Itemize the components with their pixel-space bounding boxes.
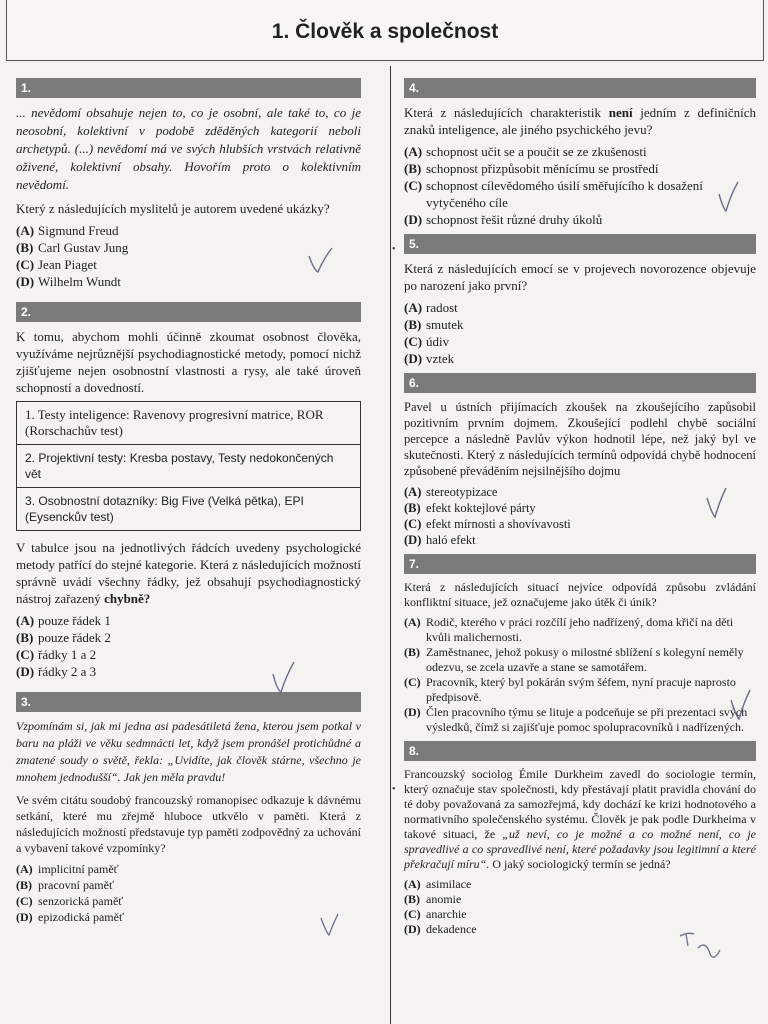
option-text: anomie: [426, 892, 462, 906]
option-b[interactable]: [404, 160, 756, 177]
right-column: [404, 78, 756, 943]
column-divider: [390, 66, 391, 1024]
option-b[interactable]: [404, 500, 756, 516]
option-label: (B): [16, 240, 34, 255]
option-a[interactable]: [404, 299, 756, 316]
option-d[interactable]: [404, 211, 756, 228]
option-d[interactable]: [16, 273, 361, 290]
option-b[interactable]: [16, 629, 361, 646]
question-text: Ve svém citátu soudobý francouzský romanopisec odkazuje k dávnému setkání, které mu zřejmě hluboce utkvělo v paměti. Která z následujících možností představuje typ paměti zodpovědný za uchování a vybavení takové vzpomínky?: [16, 793, 361, 855]
question-text: Která z následujících situací nejvíce odpovídá způsobu zvládání konfliktní situace, jež označujeme jako útěk či únik?: [404, 580, 756, 609]
methods-table: [16, 401, 361, 531]
option-b[interactable]: [404, 645, 756, 675]
option-list: [16, 612, 361, 680]
quoted-passage: Vzpomínám si, jak mi jedna asi padesátiletá žena, kterou jsem potkal v baru na pláži ve věku sedmnácti let, když jsem pronášel protichůdné a zmatené soudy o světě, řekla: „Uvidíte, jak člověk stárne, všechno je mnohem jednodušší“. Jak jen měla pravdu!: [16, 719, 361, 784]
question-text-start: Francouzský sociolog Émile Durkheim zavedl do sociologie termín, který označuje stav společnosti, kdy přestávají platit pravidla chování do té doby považovaná za samozřejmá, kdy dochází ke krizi hodnotového a normativního společenského systému. Člověk je pak podle Durkheima v takové situaci, že: [404, 767, 756, 841]
bullet-dot: •: [392, 244, 396, 255]
question-4: [404, 78, 756, 228]
question-1: [16, 78, 361, 290]
option-text: haló efekt: [426, 533, 476, 547]
option-text: údiv: [426, 334, 450, 349]
option-label: (B): [16, 630, 34, 645]
option-label: (D): [16, 664, 35, 679]
question-text: Pavel u ústních přijímacích zkoušek na zkoušejícího zapůsobil pozitivním prvním dojmem. Zkoušející podlehl chybě sociální percepce a následně Pavlův výkon hodnotil lépe, než jaký byl ve skutečnosti. Který z následujících termínů odpovídá chybě hodnocení způsobené převáděním nejsilnějšího dojmu: [404, 400, 756, 478]
title-frame: [6, 0, 764, 61]
bullet-dot: •: [392, 784, 396, 795]
option-text: epizodická paměť: [38, 910, 125, 924]
question-number-bar: 1.: [16, 78, 361, 98]
option-text: senzorická paměť: [38, 894, 124, 908]
option-text: Wilhelm Wundt: [38, 274, 121, 289]
question-number-bar: 6.: [404, 373, 756, 393]
option-label: (B): [404, 161, 422, 176]
question-number-bar: 7.: [404, 554, 756, 574]
option-label: (C): [16, 894, 33, 908]
option-label: (B): [404, 317, 422, 332]
option-b[interactable]: [404, 316, 756, 333]
quoted-passage: ... nevědomí obsahuje nejen to, co je osobní, ale také to, co je neosobní, kolektivní v podobě zděděných kategorií neboli archetypů. (...) nevědomí má ve svých hlubších vrstvách relativně oživené, kolektivní obsahy. Hovořím proto o kolektivním nevědomí.: [16, 105, 361, 192]
option-text: řádky 1 a 2: [38, 647, 97, 662]
option-label: (C): [404, 675, 421, 689]
option-d[interactable]: [404, 705, 756, 735]
question-text: [404, 104, 756, 138]
option-text: schopnost cílevědomého úsilí směřujícího k dosažení vytyčeného cíle: [426, 178, 703, 210]
option-label: (A): [16, 613, 35, 628]
option-label: (A): [404, 300, 423, 315]
option-d[interactable]: [16, 909, 361, 925]
option-label: (B): [404, 645, 420, 659]
option-list: [404, 299, 756, 367]
option-label: (A): [404, 485, 422, 499]
option-a[interactable]: [16, 861, 361, 877]
question-text-end: jedním z definičních znaků inteligence, ale jiného psychického jevu?: [404, 105, 756, 137]
option-a[interactable]: [16, 222, 361, 239]
table-row: 1. Testy inteligence: Ravenovy progresivní matrice, ROR (Rorschachův test): [17, 402, 360, 445]
option-label: (C): [16, 647, 35, 662]
option-c[interactable]: [404, 333, 756, 350]
question-6: [404, 373, 756, 548]
option-text: Jean Piaget: [38, 257, 97, 272]
question-number-bar: 3.: [16, 692, 361, 712]
option-label: (D): [404, 533, 422, 547]
option-d[interactable]: [404, 922, 756, 937]
option-label: (D): [16, 910, 33, 924]
option-label: (A): [404, 615, 421, 629]
option-text: efekt koktejlové párty: [426, 501, 536, 515]
option-list: [404, 615, 756, 735]
option-c[interactable]: [404, 907, 756, 922]
option-text: efekt mírnosti a shovívavosti: [426, 517, 571, 531]
option-text: implicitní paměť: [38, 862, 119, 876]
table-row: 3. Osobnostní dotazníky: Big Five (Velká pětka), EPI (Eysenckův test): [25, 494, 304, 524]
option-text: vztek: [426, 351, 455, 366]
option-text: anarchie: [426, 907, 467, 921]
option-label: (D): [16, 274, 35, 289]
table-row: 2. Projektivní testy: Kresba postavy, Testy nedokončených vět: [17, 445, 360, 488]
option-list: [16, 222, 361, 290]
option-text: radost: [426, 300, 458, 315]
option-d[interactable]: [404, 350, 756, 367]
option-a[interactable]: [404, 143, 756, 160]
question-text: [404, 767, 756, 872]
option-text: asimilace: [426, 877, 472, 891]
option-text: Sigmund Freud: [38, 223, 119, 238]
option-c[interactable]: [16, 256, 361, 273]
option-label: (D): [404, 212, 423, 227]
option-a[interactable]: [404, 484, 756, 500]
option-c[interactable]: [404, 177, 756, 211]
option-label: (C): [404, 334, 423, 349]
option-b[interactable]: [16, 239, 361, 256]
option-label: (A): [16, 862, 33, 876]
option-b[interactable]: [404, 892, 756, 907]
question-number-bar: 4.: [404, 78, 756, 98]
option-label: (A): [404, 877, 421, 891]
option-label: (B): [404, 501, 421, 515]
option-text: schopnost přizpůsobit měnícímu se prostředí: [426, 161, 659, 176]
option-text: Rodič, kterého v práci rozčílí jeho nadřízený, doma křičí na děti kvůli malichernosti.: [426, 615, 734, 644]
question-emphasis: není: [608, 105, 633, 120]
option-list: [404, 484, 756, 548]
option-a[interactable]: [16, 612, 361, 629]
question-text-main: V tabulce jsou na jednotlivých řádcích uvedeny psychologické metody patřící do stejné kategorie. Která z následujících možností správně uvádí všechny řádky, jež obsahují psychodiagnostický nástroj zařazený: [16, 540, 361, 606]
option-list: [16, 861, 361, 925]
option-text: Pracovník, který byl pokárán svým šéfem, nyní pracuje naprosto předpisově.: [426, 675, 736, 704]
option-label: (C): [16, 257, 35, 272]
option-text: schopnost řešit různé druhy úkolů: [426, 212, 603, 227]
option-text: Člen pracovního týmu se lituje a podceňuje se při prezentaci svých výsledků, čímž si zajišťuje pomoc spolupracovníků i nadřízených.: [426, 705, 748, 734]
option-text: smutek: [426, 317, 464, 332]
option-b[interactable]: [16, 877, 361, 893]
option-text: řádky 2 a 3: [38, 664, 97, 679]
question-number-bar: 5.: [404, 234, 756, 254]
option-text: pouze řádek 1: [38, 613, 111, 628]
option-label: (D): [404, 351, 423, 366]
question-text: Která z následujících emocí se v projevech novorozence objevuje po narození jako první?: [404, 261, 756, 293]
option-label: (D): [404, 922, 421, 936]
question-text: [16, 539, 361, 607]
question-7: [404, 554, 756, 735]
option-label: (B): [16, 878, 32, 892]
option-c[interactable]: [16, 893, 361, 909]
option-text: Zaměstnanec, jehož pokusy o milostné sblížení s kolegyní neměly odezvu, se zcela uzavře a stane se samotářem.: [426, 645, 744, 674]
question-2: [16, 302, 361, 680]
option-label: (D): [404, 705, 421, 719]
option-c[interactable]: [16, 646, 361, 663]
question-8: [404, 741, 756, 937]
option-text: pracovní paměť: [38, 878, 115, 892]
question-number-bar: 8.: [404, 741, 756, 761]
option-c[interactable]: [404, 516, 756, 532]
question-emphasis: chybně?: [104, 591, 151, 606]
question-number-bar: 2.: [16, 302, 361, 322]
option-d[interactable]: [16, 663, 361, 680]
question-5: [404, 234, 756, 367]
option-list: [404, 877, 756, 937]
option-text: Carl Gustav Jung: [38, 240, 129, 255]
question-text-end: O jaký sociologický termín se jedná?: [492, 857, 671, 871]
question-quote: „už neví, co je možné a co možné není, co je spravedlivé a co spravedlivé není, které požadavky jsou legitimní a které překračují míru“.: [404, 827, 756, 871]
option-text: stereotypizace: [426, 485, 498, 499]
option-label: (C): [404, 517, 422, 531]
option-a[interactable]: [404, 615, 756, 645]
question-text-start: Která z následujících charakteristik: [404, 105, 602, 120]
question-text: Který z následujících myslitelů je autorem uvedené ukázky?: [16, 201, 330, 216]
option-label: (A): [16, 223, 35, 238]
option-text: pouze řádek 2: [38, 630, 111, 645]
option-text: schopnost učit se a poučit se ze zkušenosti: [426, 144, 647, 159]
page-title: 1. Člověk a společnost: [271, 20, 499, 43]
question-3: [16, 692, 361, 925]
question-intro: K tomu, abychom mohli účinně zkoumat osobnost člověka, využíváme nejrůznější psychodiagnostické metody, pomocí nichž zjišťujeme nejen osobnostní vlastnosti a rysy, ale také úroveň schopností a dovedností.: [16, 329, 361, 395]
option-label: (B): [404, 892, 420, 906]
option-a[interactable]: [404, 877, 756, 892]
left-column: [16, 78, 361, 931]
option-text: dekadence: [426, 922, 477, 936]
option-label: (C): [404, 178, 423, 193]
option-c[interactable]: [404, 675, 756, 705]
option-d[interactable]: [404, 532, 756, 548]
option-label: (C): [404, 907, 421, 921]
option-list: [404, 143, 756, 228]
option-label: (A): [404, 144, 423, 159]
